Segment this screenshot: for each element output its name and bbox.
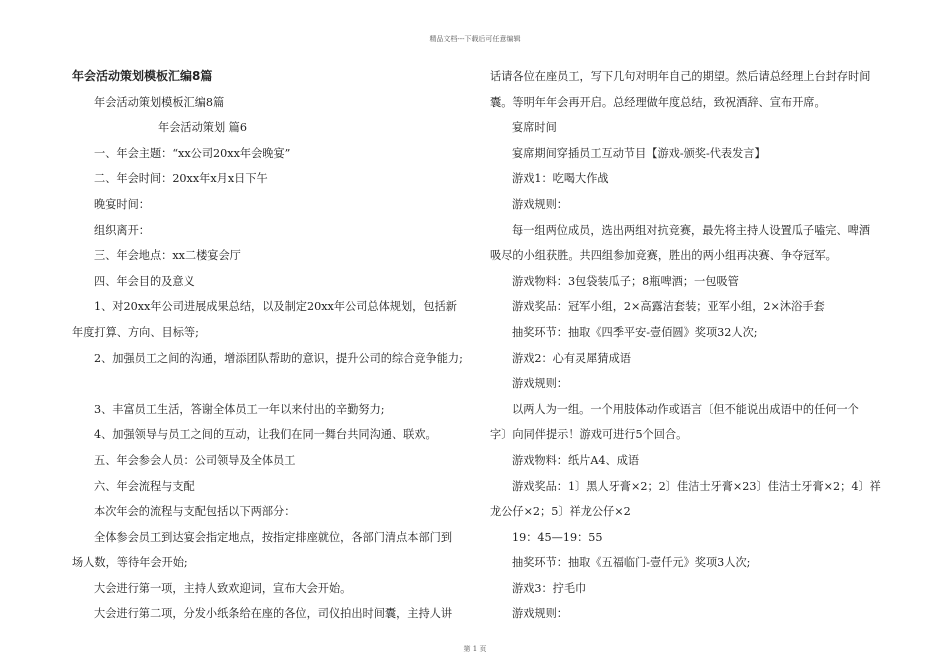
text-line: 场人数，等待年会开始;	[72, 556, 188, 570]
text-line: 游戏3：拧毛巾	[512, 581, 587, 595]
text-line: 1、对20xx年公司进展成果总结，以及制定20xx年公司总体规划，包括新	[94, 300, 457, 314]
text-line: 五、年会参会人员：公司领导及全体员工	[94, 453, 296, 467]
text-line: 龙公仔×2；5〕祥龙公仔×2	[490, 505, 631, 519]
left-column	[72, 64, 468, 627]
text-line: 大会进行第二项，分发小纸条给在座的各位，司仪拍出时间囊，主持人讲	[94, 607, 453, 621]
text-line: 以两人为一组。一个用肢体动作或语言〔但不能说出成语中的任何一个	[512, 402, 859, 416]
text-line: 话请各位在座员工，写下几句对明年自己的期望。然后请总经理上台封存时间	[490, 70, 871, 83]
text-line: 每一组两位成员，选出两组对抗竞赛，最先将主持人设置瓜子嗑完、啤酒	[512, 223, 871, 237]
text-line: 四、年会目的及意义	[94, 274, 195, 288]
text-line: 19：45—19：55	[512, 530, 603, 544]
text-line: 游戏奖品：1〕黑人牙膏×2；2〕佳洁士牙膏×23〕佳洁士牙膏×2；4〕祥	[512, 479, 881, 493]
right-column	[490, 64, 886, 627]
text-line: 三、年会地点：xx二楼宴会厅	[94, 249, 241, 263]
text-line: 六、年会流程与支配	[94, 479, 195, 493]
text-line: 抽奖环节：抽取《四季平安-壹佰圆》奖项32人次;	[512, 325, 758, 339]
text-line: 二、年会时间：20xx年x月x日下午	[94, 172, 268, 186]
text-line: 游戏规则：	[512, 607, 568, 621]
text-line: 4、加强领导与员工之间的互动，让我们在同一舞台共同沟通、联欢。	[94, 428, 437, 442]
text-line: 本次年会的流程与支配包括以下两部分：	[94, 505, 296, 519]
text-line: 游戏规则：	[512, 377, 568, 391]
text-line: 游戏奖品：冠军小组，2×高露洁套装；亚军小组，2×沐浴手套	[512, 300, 825, 314]
text-line: 囊。等明年年会再开启。总经理做年度总结，致祝酒辞、宣布开席。	[490, 95, 826, 109]
text-line: 2、加强员工之间的沟通，增添团队帮助的意识，提升公司的综合竞争能力;	[94, 351, 463, 365]
text-line: 游戏物料：纸片A4、成语	[512, 453, 640, 467]
text-line: 游戏规则：	[512, 197, 568, 211]
text-line: 3、丰富员工生活，答谢全体员工一年以来付出的辛勤努力;	[94, 402, 385, 416]
text-line	[72, 371, 468, 397]
page-footer: 第 1 页	[463, 645, 487, 653]
page-header: 精品文档---下载后可任意编辑	[429, 35, 521, 43]
text-line: 游戏物料：3包袋装瓜子；8瓶啤酒；一包吸管	[512, 274, 739, 288]
text-line: 全体参会员工到达宴会指定地点，按指定排座就位，各部门清点本部门到	[94, 530, 453, 544]
text-line: 游戏1：吃喝大作战	[512, 172, 609, 186]
document-title: 年会活动策划模板汇编8篇	[72, 69, 213, 83]
text-line: 年会活动策划模板汇编8篇	[94, 95, 225, 109]
text-line: 宴席期间穿插员工互动节目【游戏-颁奖-代表发言】	[512, 146, 766, 160]
text-line: 字〕向同伴提示！游戏可进行5个回合。	[490, 428, 688, 442]
text-line: 吸尽的小组获胜。共四组参加竞赛，胜出的两小组再决赛、争夺冠军。	[490, 249, 837, 263]
text-line: 年会活动策划 篇6	[158, 121, 247, 135]
text-line: 年度打算、方向、目标等;	[72, 325, 199, 339]
text-line: 大会进行第一项，主持人致欢迎词，宣布大会开始。	[94, 581, 352, 595]
text-line: 晚宴时间：	[94, 197, 150, 211]
text-line: 组织离开：	[94, 223, 150, 237]
text-line: 一、年会主题：“xx公司20xx年会晚宴”	[94, 146, 291, 160]
text-line: 宴席时间	[512, 121, 557, 135]
text-line: 游戏2：心有灵犀猜成语	[512, 351, 631, 365]
text-line: 抽奖环节：抽取《五福临门-壹仟元》奖项3人次;	[512, 556, 751, 570]
